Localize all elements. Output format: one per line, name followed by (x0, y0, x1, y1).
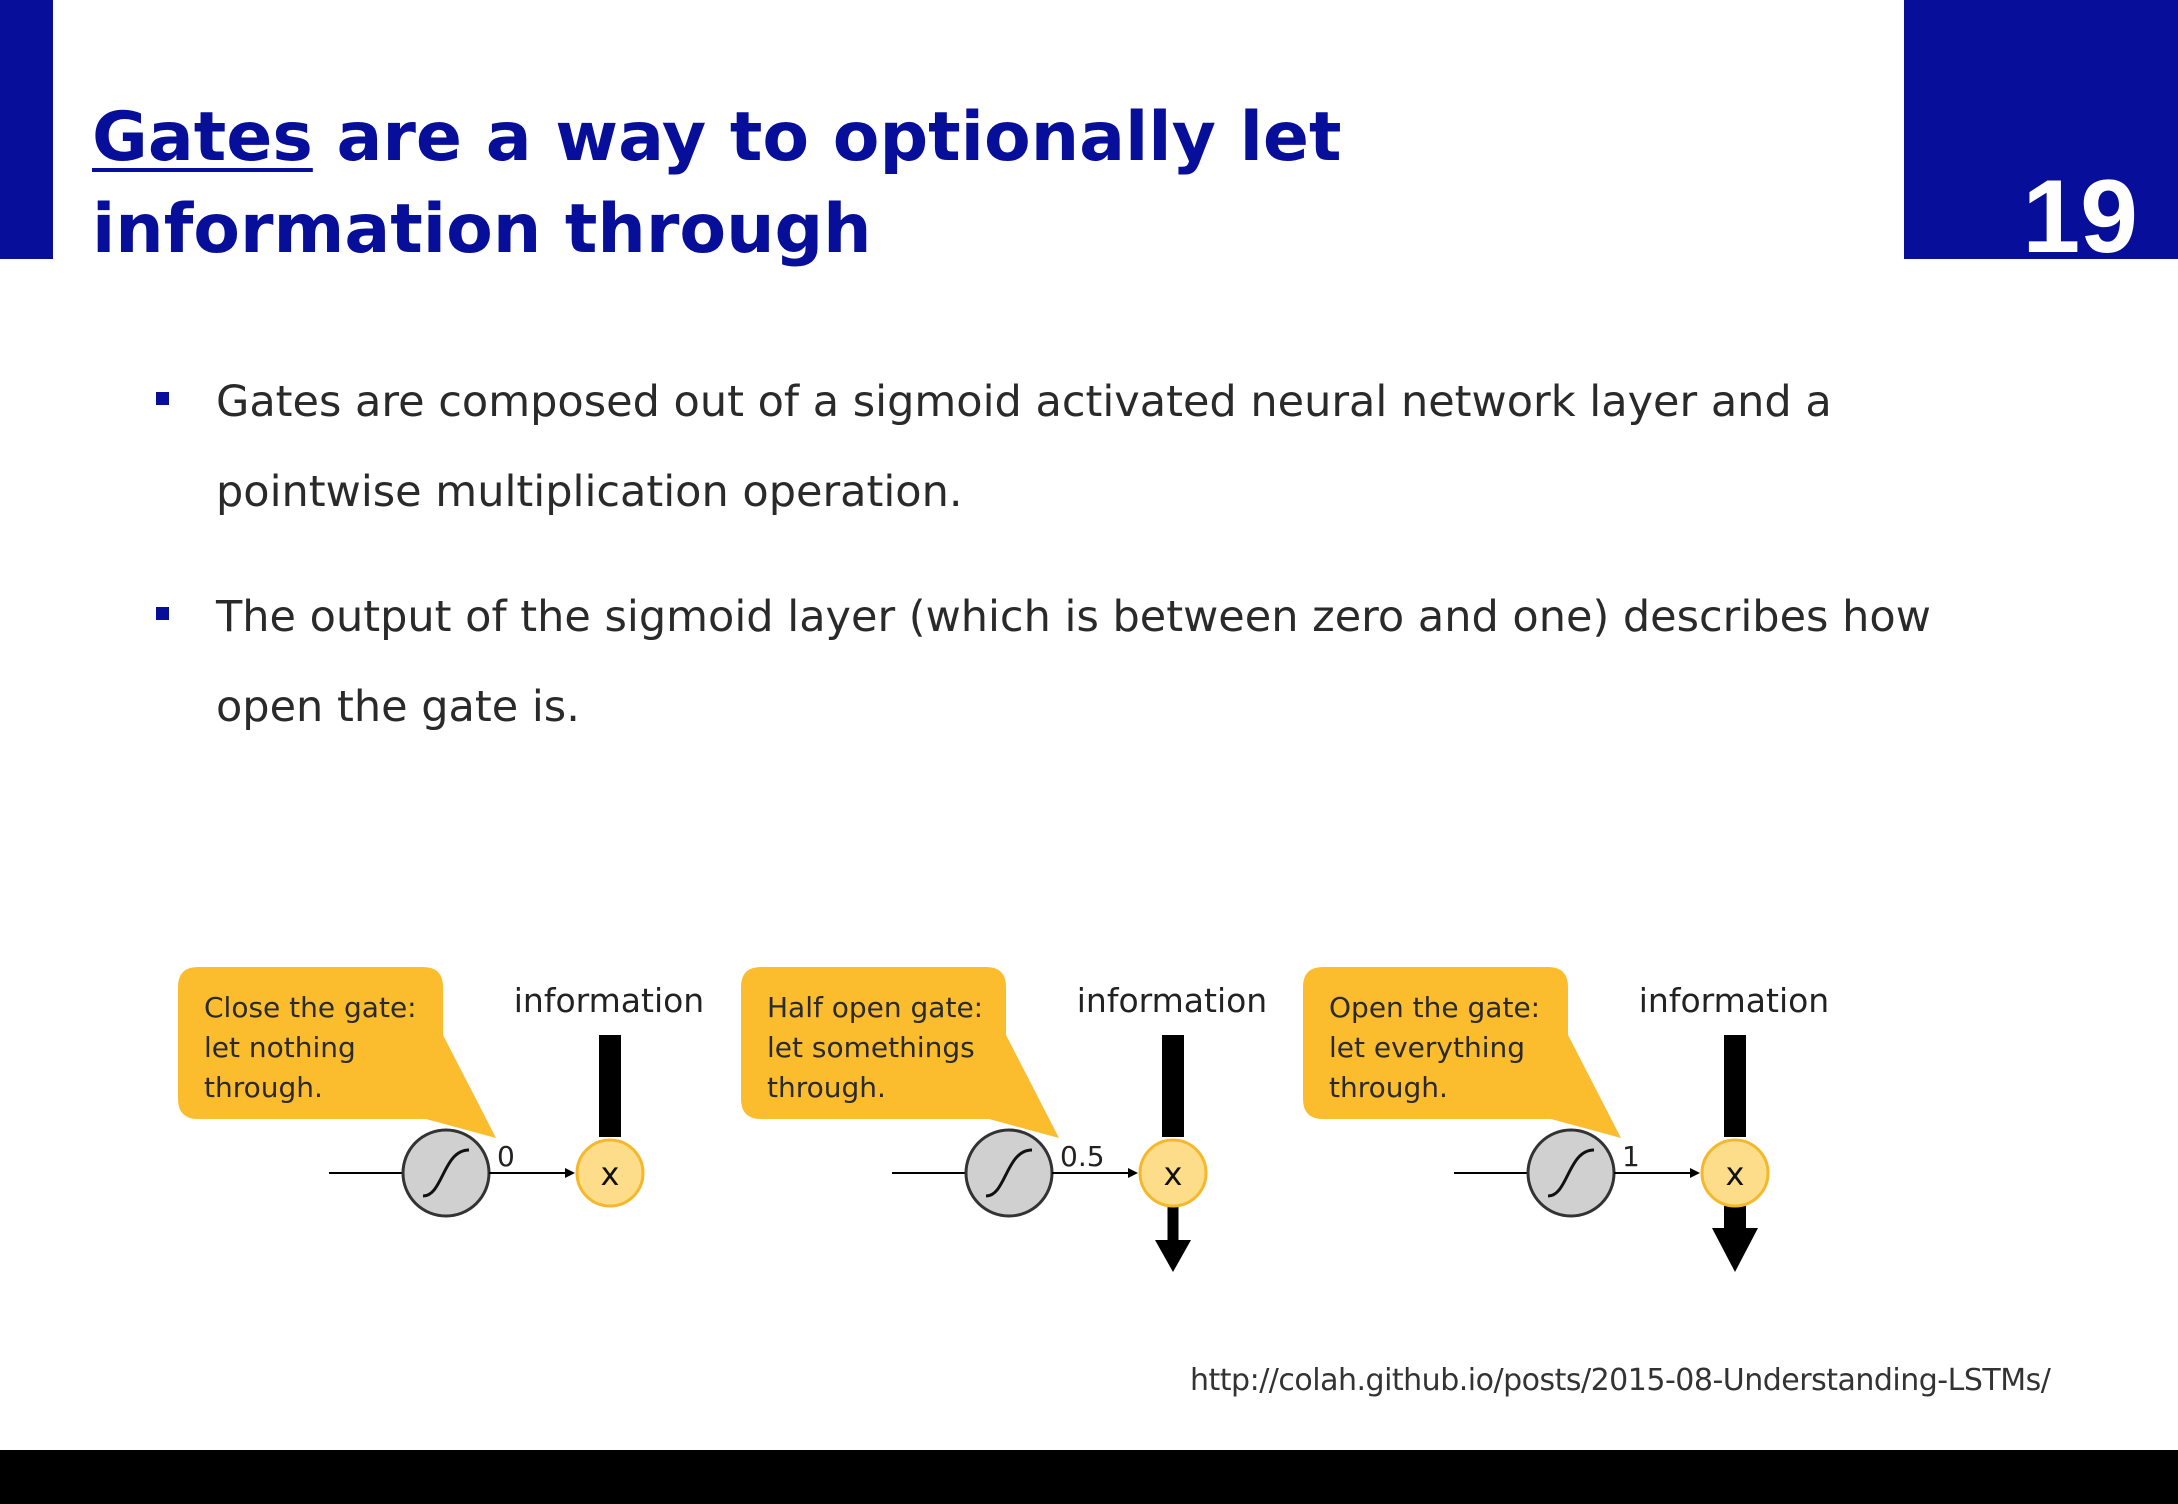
information-label: information (513, 981, 705, 1020)
information-input-bar (1724, 1035, 1746, 1137)
source-url-link[interactable]: http://colah.github.io/posts/2015-08-Understanding-LSTMs/ (1190, 1363, 2051, 1398)
information-label: information (1076, 981, 1268, 1020)
information-input-bar (1162, 1035, 1184, 1137)
bullet-text-2: The output of the sigmoid layer (which is between zero and one) describes how open the gate is. (216, 592, 1931, 732)
gate-value-label: 0.5 (1060, 1140, 1105, 1173)
callout-text-line: let everything (1329, 1031, 1526, 1064)
sigmoid-icon (403, 1130, 489, 1216)
sigmoid-icon (1528, 1130, 1614, 1216)
multiply-label: x (1163, 1155, 1183, 1193)
callout-text-line: Close the gate: (204, 991, 417, 1024)
gate-2 (741, 967, 1267, 1272)
title-rest: are a way to optionally let information through (92, 98, 1342, 269)
callout-text-line: Half open gate: (767, 991, 984, 1024)
output-shaft (1168, 1205, 1179, 1241)
gate-value-label: 0 (497, 1140, 515, 1173)
sigmoid-icon (966, 1130, 1052, 1216)
information-label: information (1638, 981, 1830, 1020)
slide-number: 19 (2022, 159, 2138, 275)
multiply-label: x (600, 1155, 620, 1193)
gate-value-label: 1 (1622, 1140, 1640, 1173)
callout-text-line: through. (204, 1071, 323, 1104)
callout-text-line: through. (767, 1071, 886, 1104)
callout-text-line: let somethings (767, 1031, 975, 1064)
gate-3 (1303, 967, 1829, 1272)
output-arrowhead (1712, 1228, 1758, 1272)
output-arrowhead (1155, 1240, 1191, 1272)
multiply-label: x (1725, 1155, 1745, 1193)
callout-text-line: Open the gate: (1329, 991, 1541, 1024)
gate-1 (178, 967, 704, 1216)
output-shaft (1724, 1205, 1746, 1229)
title-gates-link[interactable]: Gates (92, 98, 313, 177)
bullet-text-1: Gates are composed out of a sigmoid activated neural network layer and a pointwise multiplication operation. (216, 377, 1832, 517)
bottom-bar (0, 1450, 2178, 1504)
callout-text-line: let nothing (204, 1031, 356, 1064)
callout-text-line: through. (1329, 1071, 1448, 1104)
information-input-bar (599, 1035, 621, 1137)
